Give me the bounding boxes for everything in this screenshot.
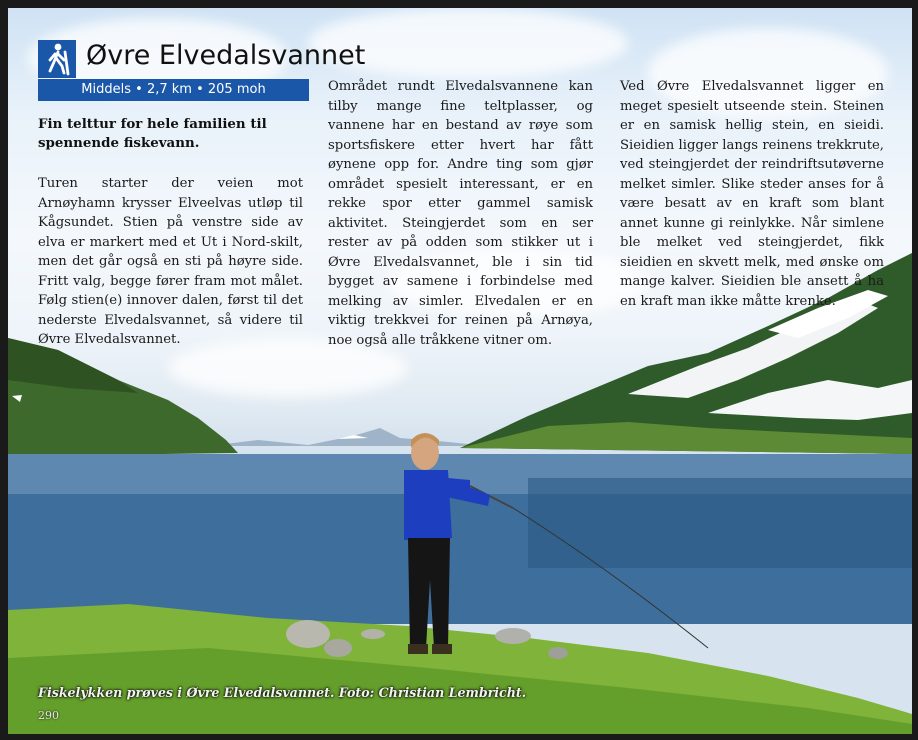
page-number: 290 [38, 709, 59, 722]
page-title: Øvre Elvedalsvannet [86, 40, 366, 71]
lede-text: Fin telttur for hele familien til spennende fiskevann. [38, 116, 267, 151]
book-page [8, 8, 912, 734]
rock [286, 620, 330, 648]
body-column-1: Turen starter der veien mot Arnøyhamn krysser Elveelvas utløp til Kågsundet. Stien på venstre side av elva er markert med et Ut i Nord-skilt, men det går også en sti på høyre side. Fritt valg, begge fører fram mot målet. Følg stien(e) innover dalen, først til det nederste Elvedalsvannet, så videre til Øvre Elvedalsvannet. [38, 176, 303, 347]
photo-caption: Fiskelykken prøves i Øvre Elvedalsvannet. Foto: Christian Lembricht. [38, 685, 527, 700]
trail-info-badge: Middels • 2,7 km • 205 moh [38, 79, 309, 101]
hiker-icon [38, 40, 76, 78]
body-column-2: Området rundt Elvedalsvannene kan tilby mange fine teltplasser, og vannene har en bestand av røye som sportsfiskere etter hvert har fått øynene opp for. Andre ting som gjør området spesielt interessant, er en rekke spor etter gammel samisk aktivitet. Steingjerdet som en ser rester av på odden som stikker ut i Øvre Elvedalsvannet, ble i sin tid bygget av samene i forbindelse med melking av simler. Elvedalen er en viktig trekkvei for reinen på Arnøya, noe også alle tråkkene vitner om. [328, 79, 593, 348]
rock [495, 628, 531, 644]
lake-shadow [528, 478, 912, 568]
rock [548, 647, 568, 659]
rock [324, 639, 352, 657]
rock [361, 629, 385, 639]
body-column-3: Ved Øvre Elvedalsvannet ligger en meget spesielt utseende stein. Steinen er en samisk hellig stein, en sieidi. Sieidien ligger langs reinens trekkrute, ved steingjerdet der reindriftsutøverne melket simler. Slike steder anses for å være besatt av en kraft som blant annet kunne gi reinlykke. Når simlene ble melket ved steingjerdet, fikk sieidien en skvett melk, med ønske om mange kalver. Sieidien ble ansett å ha en kraft man ikke måtte krenke. [620, 79, 884, 309]
